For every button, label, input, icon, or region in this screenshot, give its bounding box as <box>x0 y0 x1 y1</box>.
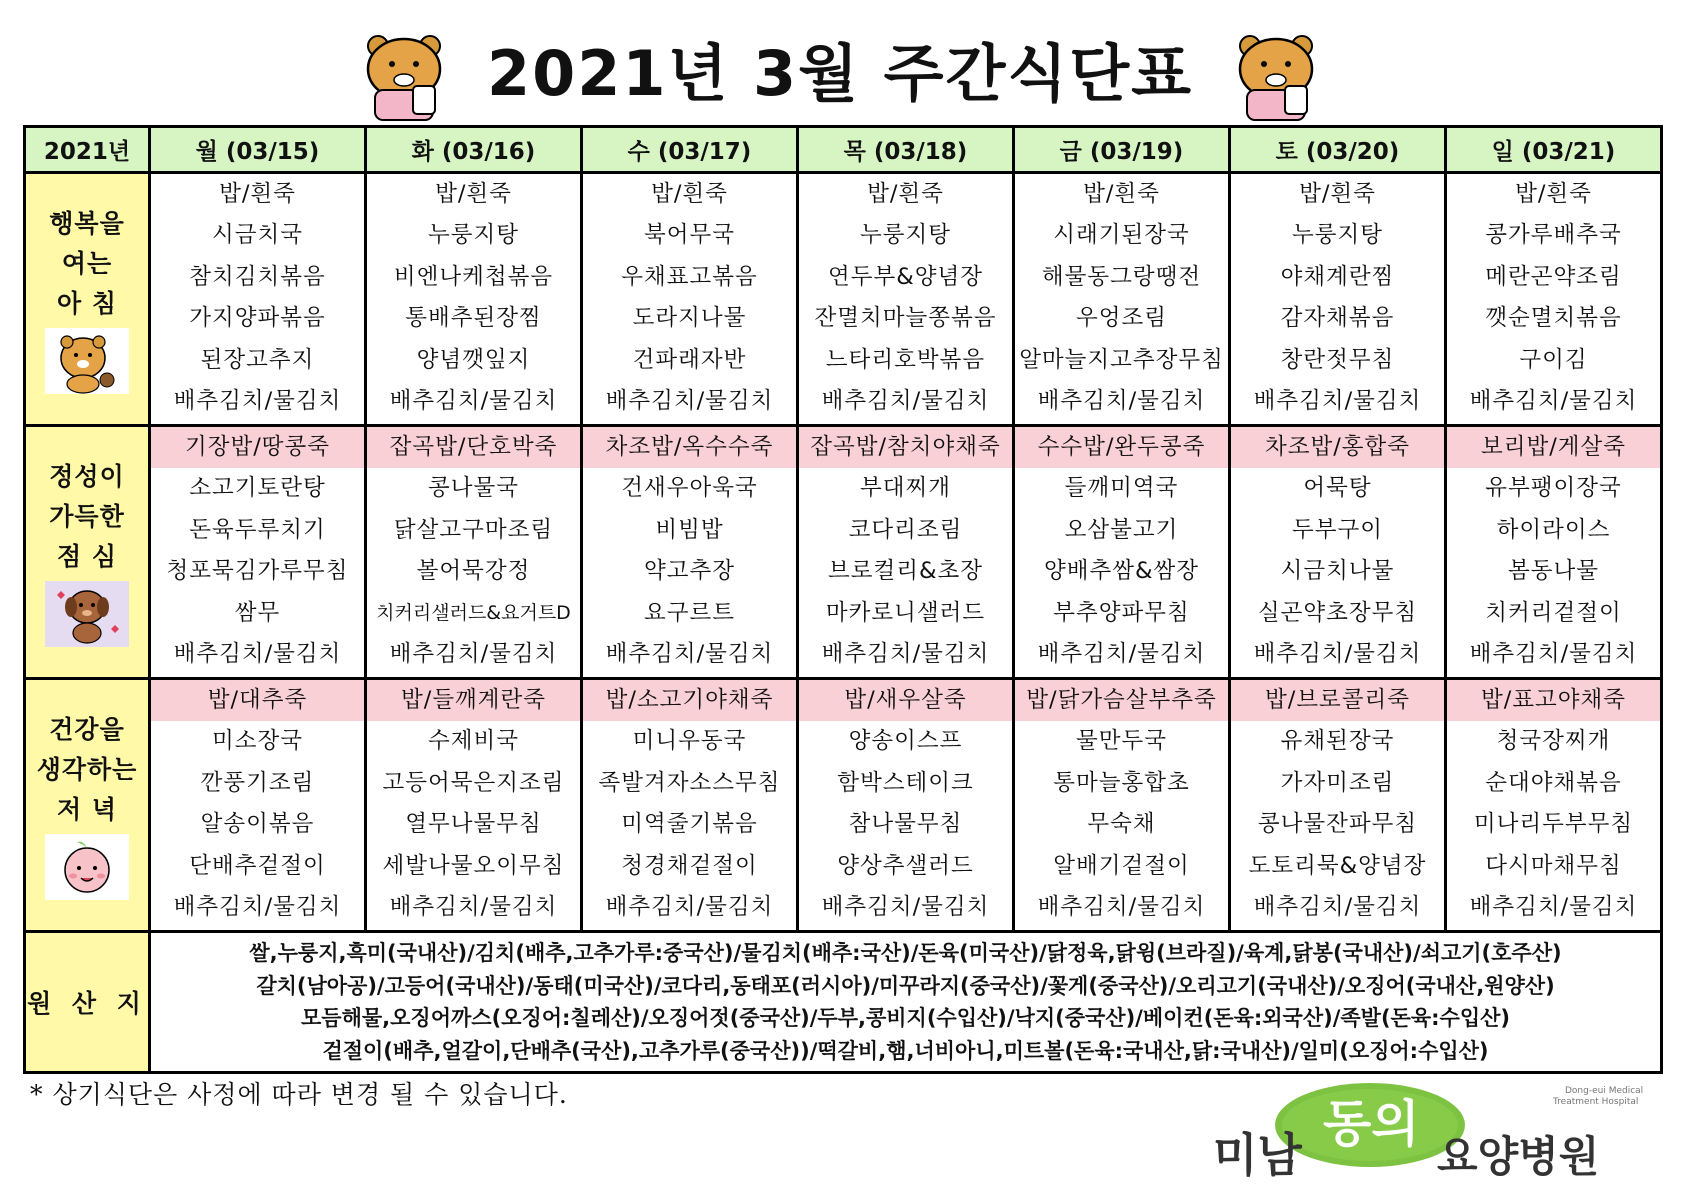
day-cell: 밥/들깨계란죽 수제비국 고등어묵은지조림 열무나물무침 세발나물오이무침 배추김치/물김치 <box>366 679 582 932</box>
day-cell: 기장밥/땅콩죽 소고기토란탕 돈육두루치기 청포묵김가루무침 쌈무 배추김치/물김치 <box>150 426 366 679</box>
page-title: 2021년 3월 주간식단표 <box>486 37 1194 110</box>
weekly-menu-table <box>23 125 1663 1074</box>
day-cell: 밥/표고야채죽 청국장찌개 순대야채볶음 미나리두부무침 다시마채무침 배추김치/물김치 <box>1446 679 1662 932</box>
ryan-character-icon <box>45 328 129 394</box>
title-area <box>345 24 1335 124</box>
year-header: 2021년 <box>25 127 150 173</box>
frodo-character-icon <box>45 581 129 647</box>
day-cell: 밥/브로콜리죽 유채된장국 가자미조림 콩나물잔파무침 도토리묵&양념장 배추김치/물김치 <box>1230 679 1446 932</box>
apeach-character-icon <box>45 834 129 900</box>
day-header: 월 (03/15) <box>150 127 366 173</box>
day-cell: 밥/대추죽 미소장국 깐풍기조림 알송이볶음 단배추겉절이 배추김치/물김치 <box>150 679 366 932</box>
notice-text: * 상기식단은 사정에 따라 변경 될 수 있습니다. <box>30 1080 568 1109</box>
day-cell: 밥/흰죽 누룽지탕 비엔나케첩볶음 통배추된장찜 양념깻잎지 배추김치/물김치 <box>366 173 582 426</box>
svg-text:요양병원: 요양병원 <box>1437 1132 1600 1181</box>
hospital-logo <box>1205 1075 1655 1190</box>
lunch-label: 정성이 가득한 점 심 <box>25 426 150 679</box>
lunch-row <box>25 426 1662 679</box>
day-cell: 밥/흰죽 시래기된장국 해물동그랑땡전 우엉조림 알마늘지고추장무침 배추김치/물김치 <box>1014 173 1230 426</box>
day-header: 수 (03/17) <box>582 127 798 173</box>
origin-label: 원 산 지 <box>25 932 150 1073</box>
day-cell: 밥/닭가슴살부추죽 물만두국 통마늘홍합초 무숙채 알배기겉절이 배추김치/물김치 <box>1014 679 1230 932</box>
origin-cell <box>150 932 1662 1073</box>
day-cell: 밥/흰죽 누룽지탕 야채계란찜 감자채볶음 창란젓무침 배추김치/물김치 <box>1230 173 1446 426</box>
day-cell: 밥/흰죽 시금치국 참치김치볶음 가지양파볶음 된장고추지 배추김치/물김치 <box>150 173 366 426</box>
dinner-label: 건강을 생각하는 저 녁 <box>25 679 150 932</box>
breakfast-row <box>25 173 1662 426</box>
origin-line: 쌀,누룽지,흑미(국내산)/김치(배추,고추가루:중국산)/물김치(배추:국산)/돈육(미국산)/닭정육,닭윙(브라질)/육계,닭봉(국내산)/쇠고기(호주산) <box>249 941 1562 965</box>
day-header: 일 (03/21) <box>1446 127 1662 173</box>
day-cell: 차조밥/홍합죽 어묵탕 두부구이 시금치나물 실곤약초장무침 배추김치/물김치 <box>1230 426 1446 679</box>
dinner-row <box>25 679 1662 932</box>
day-cell: 차조밥/옥수수죽 건새우아욱국 비빔밥 약고추장 요구르트 배추김치/물김치 <box>582 426 798 679</box>
day-header: 화 (03/16) <box>366 127 582 173</box>
day-cell: 밥/소고기야채죽 미니우동국 족발겨자소스무침 미역줄기볶음 청경채겉절이 배추김치/물김치 <box>582 679 798 932</box>
svg-text:동의: 동의 <box>1323 1095 1420 1153</box>
day-cell: 잡곡밥/단호박죽 콩나물국 닭살고구마조림 볼어묵강정 치커리샐러드&요거트D 배추김치/물김치 <box>366 426 582 679</box>
day-cell: 보리밥/게살죽 유부팽이장국 하이라이스 봄동나물 치커리겉절이 배추김치/물김치 <box>1446 426 1662 679</box>
origin-row <box>25 932 1662 1073</box>
day-cell: 밥/흰죽 누룽지탕 연두부&양념장 잔멸치마늘쫑볶음 느타리호박볶음 배추김치/물김치 <box>798 173 1014 426</box>
day-cell: 잡곡밥/참치야채죽 부대찌개 코다리조림 브로컬리&초장 마카로니샐러드 배추김치/물김치 <box>798 426 1014 679</box>
origin-line: 갈치(남아공)/고등어(국내산)/동태(미국산)/코다리,동태포(러시아)/미꾸라지(중국산)/꽃게(중국산)/오리고기(국내산)/오징어(국내산,원양산) <box>256 973 1555 998</box>
svg-text:Dong-eui Medical: Dong-eui Medical <box>1565 1086 1644 1096</box>
svg-text:미남: 미남 <box>1213 1128 1302 1182</box>
day-header: 금 (03/19) <box>1014 127 1230 173</box>
day-cell: 밥/새우살죽 양송이스프 함박스테이크 참나물무침 양상추샐러드 배추김치/물김치 <box>798 679 1014 932</box>
day-cell: 밥/흰죽 북어무국 우채표고볶음 도라지나물 건파래자반 배추김치/물김치 <box>582 173 798 426</box>
breakfast-label: 행복을 여는 아 침 <box>25 173 150 426</box>
origin-line: 모듬해물,오징어까스(오징어:칠레산)/오징어젓(중국산)/두부,콩비지(수입산)/낙지(중국산)/베이컨(돈육:외국산)/족발(돈육:수입산) <box>301 1006 1510 1030</box>
ryan-character-icon <box>1217 24 1335 124</box>
svg-text:Treatment Hospital: Treatment Hospital <box>1553 1097 1639 1107</box>
origin-line: 겉절이(배추,얼갈이,단배추(국산),고추가루(중국산))/떡갈비,햄,너비아니,미트볼(돈육:국내산,닭:국내산)/일미(오징어:수입산) <box>322 1038 1489 1063</box>
day-header: 목 (03/18) <box>798 127 1014 173</box>
ryan-character-icon <box>345 24 463 124</box>
day-cell: 밥/흰죽 콩가루배추국 메란곤약조림 깻순멸치볶음 구이김 배추김치/물김치 <box>1446 173 1662 426</box>
header-row <box>25 127 1662 173</box>
day-header: 토 (03/20) <box>1230 127 1446 173</box>
day-cell: 수수밥/완두콩죽 들깨미역국 오삼불고기 양배추쌈&쌈장 부추양파무침 배추김치/물김치 <box>1014 426 1230 679</box>
